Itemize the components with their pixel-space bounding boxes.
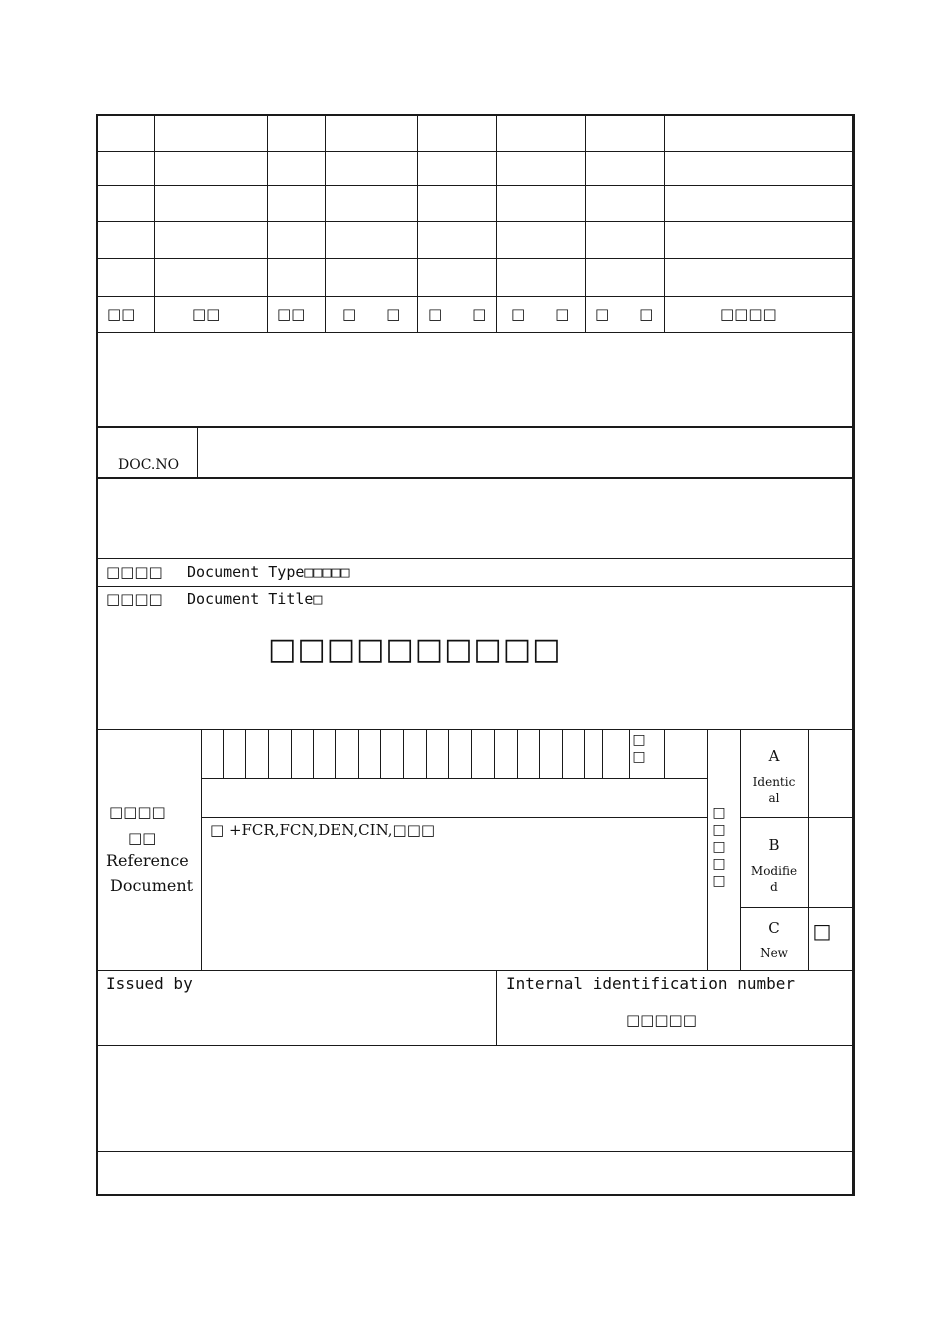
- option-a-text-2: al: [768, 791, 780, 805]
- rev-col-line: [585, 114, 586, 332]
- reference-blank-bottom: [201, 817, 707, 818]
- option-c-text-1: New: [760, 946, 788, 960]
- signature-area[interactable]: [98, 1047, 851, 1150]
- reference-label-en-2: Document: [110, 876, 194, 895]
- rev-cell-input[interactable]: [97, 222, 154, 258]
- rev-row-line: [96, 185, 854, 186]
- frame-bottom-line: [96, 1194, 855, 1196]
- rev-header-cell-1: □□: [107, 305, 136, 323]
- issued-by-field[interactable]: [98, 995, 494, 1043]
- document-title-label-en: Document Title□: [187, 590, 323, 608]
- internal-id-cn: □□□□□: [626, 1011, 697, 1029]
- document-type-label-en: Document Type□□□□□: [187, 563, 350, 581]
- option-c-checkbox-mark[interactable]: □: [812, 919, 832, 943]
- issued-divider: [496, 970, 497, 1045]
- grid-cell-line: [584, 729, 585, 778]
- rev-col-line: [417, 114, 418, 332]
- grid-cell-line: [223, 729, 224, 778]
- rev-col-line: [664, 114, 665, 332]
- grid-cell-line: [517, 729, 518, 778]
- rev-header-cell-6: □ □: [511, 305, 570, 323]
- grid-cell-line: [380, 729, 381, 778]
- document-type-label-cn: □□□□: [106, 563, 163, 581]
- option-b-bottom: [740, 907, 854, 908]
- rev-header-cell-5: □ □: [428, 305, 487, 323]
- reference-side-label: □□□□□: [712, 805, 726, 889]
- option-a-bottom: [740, 817, 854, 818]
- rev-col-line: [325, 114, 326, 332]
- grid-cell-line: [448, 729, 449, 778]
- option-a-letter: A: [768, 747, 780, 765]
- grid-cell-line: [539, 729, 540, 778]
- rev-cell-input[interactable]: [97, 259, 154, 296]
- grid-cell-line: [358, 729, 359, 778]
- option-b-letter: B: [768, 836, 780, 854]
- rev-row-line: [96, 258, 854, 259]
- docno-top-line: [96, 426, 854, 428]
- rev-row-line: [96, 296, 854, 297]
- grid-cell-line: [629, 729, 630, 778]
- grid-cell-line: [313, 729, 314, 778]
- reference-note: □ +FCR,FCN,DEN,CIN,□□□: [210, 821, 436, 839]
- rev-header-cell-3: □□: [277, 305, 306, 323]
- grid-cell-line: [602, 729, 603, 778]
- internal-id-label: Internal identification number: [506, 974, 795, 993]
- document-title-value: □□□□□□□□□□: [268, 632, 562, 667]
- grid-cell-line: [664, 729, 665, 778]
- rev-cell-input[interactable]: [97, 152, 154, 185]
- grid-cell-line: [335, 729, 336, 778]
- rev-row-line: [96, 151, 854, 152]
- option-c-letter: C: [768, 919, 780, 937]
- grid-cell-line: [494, 729, 495, 778]
- rev-cell-input[interactable]: [97, 186, 154, 221]
- rev-col-line: [154, 114, 155, 332]
- option-b-text-2: d: [770, 880, 778, 894]
- grid-cell-line: [268, 729, 269, 778]
- reference-right-divider: [707, 729, 708, 970]
- docno-divider: [197, 427, 198, 478]
- reference-label-en-1: Reference: [106, 851, 189, 870]
- reference-label-cn-2: □□: [128, 829, 157, 847]
- reference-grid-bottom: [201, 778, 707, 779]
- document-title-label-cn: □□□□: [106, 590, 163, 608]
- option-b-text-1: Modifie: [750, 864, 798, 878]
- grid-cell-line: [562, 729, 563, 778]
- frame-right-line: [852, 114, 855, 1195]
- reference-check-divider: [808, 729, 809, 970]
- grid-cell-line: [245, 729, 246, 778]
- reference-grid-label: □□: [632, 732, 646, 765]
- type-top-line: [96, 558, 854, 559]
- rev-header-cell-4: □ □: [342, 305, 401, 323]
- title-top-line: [96, 586, 854, 587]
- option-b-checkbox[interactable]: [810, 819, 851, 906]
- doc-no-label: DOC.NO: [118, 457, 180, 473]
- frame-top-line: [96, 114, 855, 116]
- rev-col-line: [496, 114, 497, 332]
- footer-field[interactable]: [98, 1153, 851, 1193]
- rev-col-line: [267, 114, 268, 332]
- doc-no-field[interactable]: [199, 429, 851, 476]
- docno-bottom-line: [96, 477, 854, 479]
- option-a-text-1: Identic: [752, 775, 796, 789]
- rev-row-line: [96, 221, 854, 222]
- rev-cell-input[interactable]: [97, 115, 154, 151]
- rev-header-cell-7: □ □: [595, 305, 654, 323]
- reference-label-divider: [201, 729, 202, 970]
- option-a-checkbox[interactable]: [810, 731, 851, 816]
- grid-cell-line: [291, 729, 292, 778]
- rev-row-line: [96, 332, 854, 333]
- issued-bottom-line: [96, 1045, 854, 1046]
- footer-line: [96, 1151, 854, 1152]
- issued-by-label: Issued by: [106, 974, 193, 993]
- grid-cell-line: [471, 729, 472, 778]
- issued-top-line: [96, 970, 854, 971]
- grid-cell-line: [426, 729, 427, 778]
- grid-cell-line: [403, 729, 404, 778]
- rev-header-cell-8: □□□□: [720, 305, 777, 323]
- reference-label-cn-1: □□□□: [109, 803, 166, 821]
- rev-header-cell-2: □□: [192, 305, 221, 323]
